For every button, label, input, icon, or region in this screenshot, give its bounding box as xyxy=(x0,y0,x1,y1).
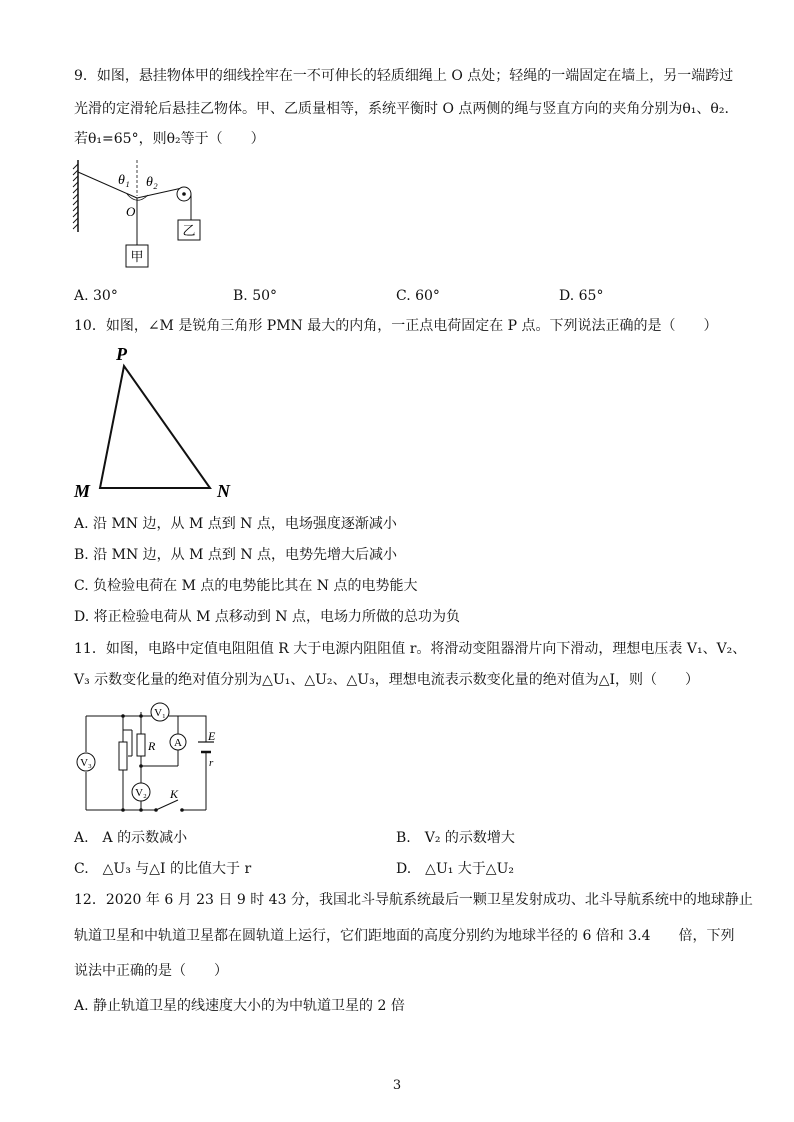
q10-label-n: N xyxy=(217,481,230,501)
q11-option-c: C. △U₃ 与△I 的比值大于 r xyxy=(74,861,252,877)
q10-option-d: D. 将正检验电荷从 M 点移动到 N 点，电场力所做的总功为负 xyxy=(74,609,461,625)
q11-option-a: A. A 的示数减小 xyxy=(74,830,188,846)
q11-label-r: R xyxy=(148,739,156,753)
q10-label-p: P xyxy=(116,344,127,364)
page-number: 3 xyxy=(392,1078,402,1093)
q10-label-m: M xyxy=(74,481,91,501)
q10-option-b: B. 沿 MN 边，从 M 点到 N 点，电势先增大后减小 xyxy=(74,547,398,563)
q9-line-1: 9．如图，悬挂物体甲的细线拴牢在一不可伸长的轻质细绳上 O 点处；轻绳的一端固定在墙上，另一端跨过 xyxy=(74,68,734,84)
q10-option-c: C. 负检验电荷在 M 点的电势能比其在 N 点的电势能大 xyxy=(74,578,418,594)
q9-label-jia: 甲 xyxy=(130,249,144,264)
q11-label-k: K xyxy=(170,787,179,801)
q10-triangle-figure xyxy=(70,340,240,502)
q10-option-a: A. 沿 MN 边，从 M 点到 N 点，电场强度逐渐减小 xyxy=(74,516,397,532)
q12-option-a: A. 静止轨道卫星的线速度大小的为中轨道卫星的 2 倍 xyxy=(74,998,405,1014)
q9-option-c: C. 60° xyxy=(396,288,440,304)
q11-label-v3: V₃ xyxy=(80,757,92,769)
q11-line-1: 11．如图，电路中定值电阻阻值 R 大于电源内阻阻值 r。将滑动变阻器滑片向下滑动，理想电压表 V₁、V₂、 xyxy=(74,641,747,657)
q11-line-2: V₃ 示数变化量的绝对值分别为△U₁、△U₂、△U₃，理想电流表示数变化量的绝对值为△I，则（ ） xyxy=(74,672,700,688)
q11-option-b: B. V₂ 的示数增大 xyxy=(396,830,515,846)
q9-label-yi: 乙 xyxy=(182,223,196,238)
q11-label-v2: V₂ xyxy=(135,787,147,799)
q10-line-1: 10．如图，∠M 是锐角三角形 PMN 最大的内角，一正点电荷固定在 P 点。下列说法正确的是（ ） xyxy=(74,318,718,334)
q9-pulley-figure xyxy=(70,150,220,275)
q9-label-theta2: θ₂ xyxy=(146,175,158,190)
q9-label-theta1: θ₁ xyxy=(118,173,130,188)
q9-option-b: B. 50° xyxy=(233,288,278,304)
q9-option-a: A. 30° xyxy=(74,288,118,304)
q9-line-2: 光滑的定滑轮后悬挂乙物体。甲、乙质量相等，系统平衡时 O 点两侧的绳与竖直方向的夹角分别为θ₁、θ₂. xyxy=(74,101,729,117)
q9-label-o: O xyxy=(126,204,136,219)
q11-label-v1: V₁ xyxy=(154,707,166,719)
q9-option-d: D. 65° xyxy=(559,288,604,304)
q9-line-3: 若θ₁=65°，则θ₂等于（ ） xyxy=(74,131,265,147)
q11-label-r-small: r xyxy=(209,757,214,769)
q11-label-ammeter: A xyxy=(174,737,182,749)
q11-label-e: E xyxy=(208,729,216,743)
q11-option-d: D. △U₁ 大于△U₂ xyxy=(396,861,514,877)
q12-line-3: 说法中正确的是（ ） xyxy=(74,963,228,979)
q11-circuit-figure xyxy=(70,700,230,818)
q12-line-1: 12．2020 年 6 月 23 日 9 时 43 分，我国北斗导航系统最后一颗卫星发射成功、北斗导航系统中的地球静止 xyxy=(74,892,753,908)
q12-line-2: 轨道卫星和中轨道卫星都在圆轨道上运行，它们距地面的高度分别约为地球半径的 6 倍和 3.4 倍，下列 xyxy=(74,928,735,944)
